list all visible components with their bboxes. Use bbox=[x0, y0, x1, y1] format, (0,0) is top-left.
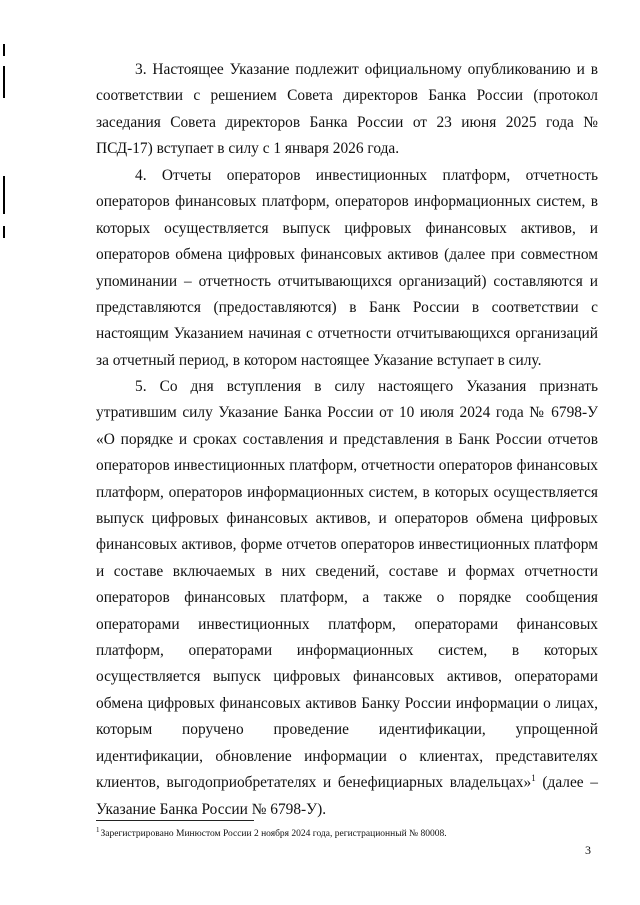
footnote bbox=[96, 825, 598, 840]
page-number: 3 bbox=[585, 843, 591, 857]
footnote-reference: 1 bbox=[531, 772, 536, 783]
footnote-mark: 1 bbox=[96, 825, 100, 834]
paragraph-3: 3. Настоящее Указание подлежит официальному опубликованию и в соответствии с решением Совета директоров Банка России (протокол заседания Совета директоров Банка России от 23 июня 2025 года № ПСД-17) вступает в силу с 1 января 2026 года. bbox=[96, 61, 598, 158]
scan-margin-mark bbox=[3, 226, 5, 238]
scan-margin-mark bbox=[3, 44, 5, 56]
scan-margin-mark bbox=[3, 176, 5, 214]
paragraph-4: 4. Отчеты операторов инвестиционных платформ, отчетность операторов финансовых платформ, операторов информационных систем, в которых осуществляется выпуск цифровых финансовых активов, и операторов обмена цифровых финансовых активов (далее при совместном упоминании – отчетность отчитывающихся организаций) составляются и представляются (предоставляются) в Банк России в соответствии с настоящим Указанием начиная с отчетности отчитывающихся организаций за отчетный период, в котором настоящее Указание вступает в силу. bbox=[96, 167, 598, 369]
paragraph-5 bbox=[96, 374, 598, 823]
footnote-separator bbox=[96, 820, 254, 821]
scan-margin-mark bbox=[3, 66, 5, 98]
footnote-text: Зарегистрировано Минюстом России 2 ноября 2024 года, регистрационный № 80008. bbox=[100, 829, 447, 839]
paragraph-5-main: 5. Со дня вступления в силу настоящего Указания признать утратившим силу Указание Банка России от 10 июля 2024 года № 6798-У «О порядке и сроках составления и представления в Банк России отчетов операторов инвестиционных платформ, отчетности операторов финансовых платформ, операторов информационных систем, в которых осуществляется выпуск цифровых финансовых активов, и операторов обмена цифровых финансовых активов, форме отчетов операторов инвестиционных платформ и составе включаемых в них сведений, составе и формах отчетности операторов финансовых платформ, а также о порядке сообщения операторами инвестиционных платформ, операторами финансовых платформ, операторами информационных систем, в которых осуществляется выпуск цифровых финансовых активов, операторами обмена цифровых финансовых активов Банку России информации о лицах, которым поручено проведение идентификации, упрощенной идентификации, обновление информации о клиентах, представителях клиентов, выгодоприобретателях и бенефициарных владельцах» bbox=[96, 378, 598, 792]
paragraph-5-tail: (далее – Указание Банка России № 6798-У). bbox=[96, 774, 599, 818]
